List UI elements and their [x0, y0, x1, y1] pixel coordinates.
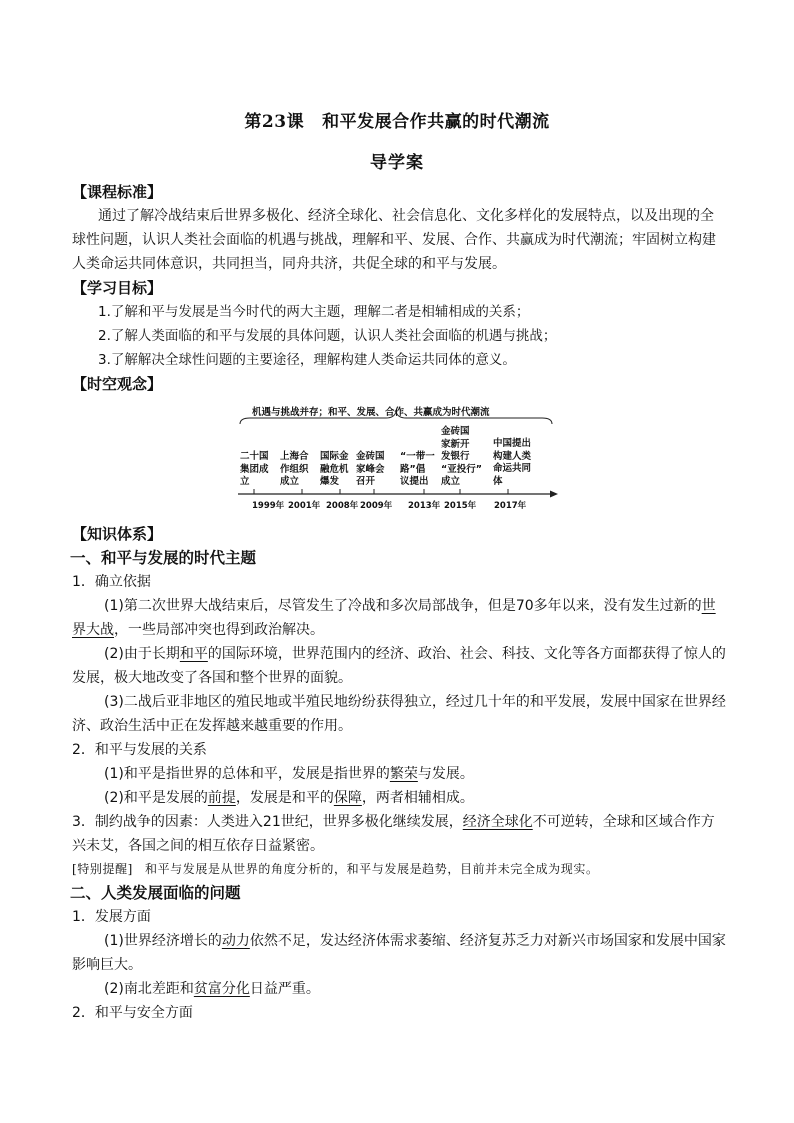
- timeline-event-brics-summit: 金砖国 家峰会 召开: [356, 451, 385, 487]
- timeline-event-financial-crisis: 国际金 融危机 爆发: [320, 451, 349, 487]
- timeline-year-2013: 2013年: [408, 501, 441, 511]
- lesson-number: 第23课: [244, 112, 305, 132]
- document-subtitle: 导学案: [370, 153, 424, 173]
- timeline-event-sco: 上海合 作组织 成立: [280, 451, 309, 487]
- curriculum-standard-heading: 【课程标准】: [72, 183, 163, 201]
- section-1-sub-1: 1．确立依据: [72, 574, 151, 590]
- goal-item-3: 3.了解解决全球性问题的主要途径，理解构建人类命运共同体的意义。: [98, 352, 516, 368]
- timeline-figure: [236, 398, 566, 516]
- timeline-year-1999: 1999年: [252, 501, 285, 511]
- section-2-title: 二、人类发展面临的问题: [70, 884, 241, 902]
- standard-line-1: 通过了解冷战结束后世界多极化、经济全球化、社会信息化、文化多样化的发展特点，以及出现的全: [98, 208, 714, 224]
- lesson-name: 和平发展合作共赢的时代潮流: [322, 112, 550, 132]
- timeline-year-2008: 2008年: [326, 501, 359, 511]
- timeline-year-2017: 2017年: [494, 501, 527, 511]
- section-2-sub-2: 2．和平与安全方面: [72, 1005, 193, 1021]
- timeline-caption: 机遇与挑战并存；和平、发展、合作、共赢成为时代潮流: [252, 407, 490, 418]
- development-paragraph-1-cont: 影响巨大。: [72, 957, 142, 973]
- special-reminder: [特别提醒] 和平与发展是从世界的角度分析的，和平与发展是趋势，目前并未完全成为现实。: [72, 862, 599, 876]
- basis-paragraph-1-cont: 界大战，一些局部冲突也得到政治解决。: [72, 622, 324, 638]
- section-2-sub-1: 1．发展方面: [72, 909, 151, 925]
- basis-paragraph-3-cont: 济、政治生活中正在发挥越来越重要的作用。: [72, 718, 352, 734]
- learning-goals-heading: 【学习目标】: [72, 279, 163, 297]
- goal-item-1: 1.了解和平与发展是当今时代的两大主题，理解二者是相辅相成的关系；: [98, 304, 530, 320]
- standard-line-2: 球性问题，认识人类社会面临的机遇与挑战，理解和平、发展、合作、共赢成为时代潮流；牢固树立构建: [72, 232, 716, 248]
- section-1-title: 一、和平与发展的时代主题: [70, 549, 257, 567]
- timeline-event-g20: 二十国 集团成 立: [240, 451, 269, 487]
- basis-paragraph-3: (3)二战后亚非地区的殖民地或半殖民地纷纷获得独立，经过几十年的和平发展，发展中国家在世界经: [104, 694, 726, 710]
- knowledge-system-heading: 【知识体系】: [72, 525, 163, 543]
- development-paragraph-2: (2)南北差距和贫富分化日益严重。: [104, 981, 320, 997]
- basis-paragraph-2: (2)由于长期和平的国际环境，世界范围内的经济、政治、社会、科技、文化等各方面都获得了惊人的: [104, 646, 726, 662]
- timeline-year-2015: 2015年: [444, 501, 477, 511]
- timeline-year-2001: 2001年: [288, 501, 321, 511]
- war-constraint-paragraph: 3．制约战争的因素：人类进入21世纪，世界多极化继续发展，经济全球化不可逆转，全球和区域合作方: [72, 814, 715, 830]
- development-paragraph-1: (1)世界经济增长的动力依然不足，发达经济体需求萎缩、经济复苏乏力对新兴市场国家和发展中国家: [104, 933, 726, 949]
- goal-item-2: 2.了解人类面临的和平与发展的具体问题，认识人类社会面临的机遇与挑战；: [98, 328, 557, 344]
- war-constraint-paragraph-cont: 兴未艾，各国之间的相互依存日益紧密。: [72, 838, 324, 854]
- section-1-sub-2: 2．和平与发展的关系: [72, 742, 207, 758]
- timeline-event-belt-and-road: “一带一 路”倡 议提出: [400, 451, 435, 487]
- relation-paragraph-2: (2)和平是发展的前提，发展是和平的保障，两者相辅相成。: [104, 790, 474, 806]
- relation-paragraph-1: (1)和平是指世界的总体和平，发展是指世界的繁荣与发展。: [104, 766, 474, 782]
- timeline-heading: 【时空观念】: [72, 375, 163, 393]
- timeline-event-ndb-aiib: 金砖国 家新开 发银行 “亚投行” 成立: [441, 426, 482, 487]
- basis-paragraph-1: (1)第二次世界大战结束后，尽管发生了冷战和多次局部战争，但是70多年以来，没有发生过新的世: [104, 598, 716, 614]
- timeline-year-2009: 2009年: [360, 501, 393, 511]
- timeline-event-community: 中国提出 构建人类 命运共同 体: [493, 438, 532, 487]
- lesson-title: [0, 107, 794, 132]
- standard-line-3: 人类命运共同体意识，共同担当，同舟共济，共促全球的和平与发展。: [72, 256, 506, 272]
- basis-paragraph-2-cont: 发展，极大地改变了各国和整个世界的面貌。: [72, 670, 352, 686]
